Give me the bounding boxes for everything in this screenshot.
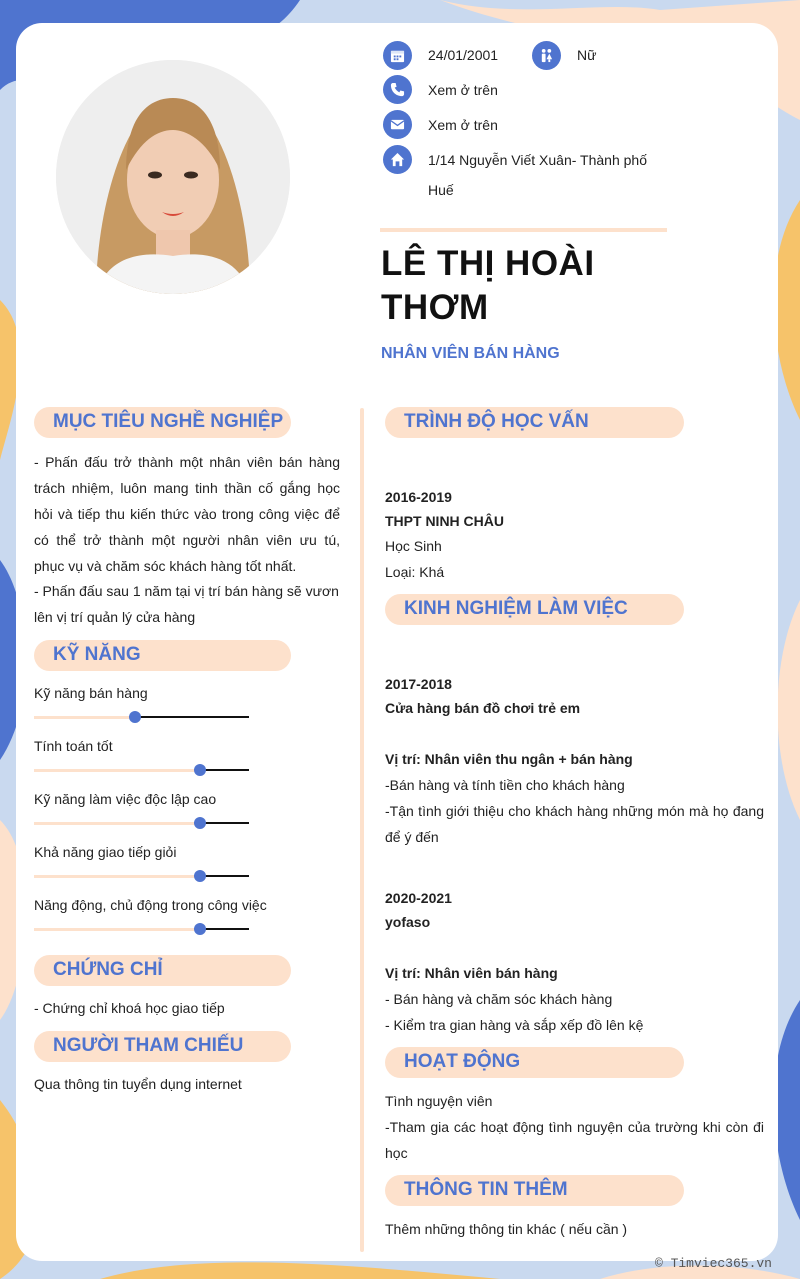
skill-bar-knob (194, 817, 206, 829)
job-company: Cửa hàng bán đồ chơi trẻ em (385, 700, 581, 716)
certificates-heading (34, 955, 291, 986)
profile-photo (56, 60, 290, 294)
skill-bar-knob (194, 764, 206, 776)
skill-bar (34, 762, 249, 778)
activities-text: -Tham gia các hoạt động tình nguyện của trường khi còn đi học (385, 1119, 764, 1161)
skill-label: Kỹ năng bán hàng (34, 685, 148, 701)
job-period: 2020-2021 (385, 890, 452, 906)
references-heading (34, 1031, 291, 1062)
activities-title: Tình nguyện viên (385, 1093, 493, 1109)
skill-label: Khả năng giao tiếp giỏi (34, 844, 177, 860)
skill-bar (34, 921, 249, 937)
skill-bar (34, 815, 249, 831)
objective-text-2: - Phấn đấu sau 1 năm tại vị trí bán hàng sẽ vươn lên vị trí quản lý cửa hàng (34, 583, 339, 625)
date-of-birth: 24/01/2001 (428, 47, 499, 63)
address-line-1: 1/14 Nguyễn Viết Xuân- Thành phố (428, 152, 647, 168)
email-address: Xem ở trên (428, 117, 498, 133)
job-title: NHÂN VIÊN BÁN HÀNG (381, 345, 560, 362)
job-duty: - Bán hàng và chăm sóc khách hàng (385, 991, 613, 1007)
skill-label: Tính toán tốt (34, 738, 113, 754)
extra-info-heading (385, 1175, 684, 1206)
certificates-text: - Chứng chỉ khoá học giao tiếp (34, 1000, 225, 1016)
experience-heading (385, 594, 684, 625)
job-position: Vị trí: Nhân viên bán hàng (385, 965, 558, 981)
skill-bar-fill (34, 928, 200, 931)
skills-heading (34, 640, 291, 671)
section-title: CHỨNG CHỈ (53, 959, 163, 980)
job-duty: -Tận tình giới thiệu cho khách hàng những món mà họ đang để ý đến (385, 803, 764, 845)
name-line-2: THƠM (381, 288, 489, 327)
skill-label: Năng động, chủ động trong công việc (34, 897, 267, 913)
skill-bar (34, 868, 249, 884)
extra-info-text: Thêm những thông tin khác ( nếu cần ) (385, 1221, 628, 1237)
section-title: KỸ NĂNG (53, 644, 141, 665)
job-period: 2017-2018 (385, 676, 452, 692)
calendar-icon (383, 41, 412, 70)
email-icon (383, 110, 412, 139)
skill-label: Kỹ năng làm việc độc lập cao (34, 791, 217, 807)
section-title: NGƯỜI THAM CHIẾU (53, 1035, 244, 1056)
references-text: Qua thông tin tuyển dụng internet (34, 1076, 242, 1092)
objective-heading (34, 407, 291, 438)
job-company: yofaso (385, 914, 431, 930)
header-divider (380, 228, 667, 232)
education-role: Học Sinh (385, 538, 442, 554)
education-period: 2016-2019 (385, 489, 452, 505)
skill-bar-fill (34, 716, 135, 719)
skill-bar-knob (194, 870, 206, 882)
home-icon (383, 145, 412, 174)
gender-icon (532, 41, 561, 70)
objective-text: - Phấn đấu trở thành một nhân viên bán hàng trách nhiệm, luôn mang tinh thần cố gắng học hỏi và tiếp thu kiến thức vào trong công việc để có thể trở thành một người nhân viên ưu tú, phục vụ và chăm sóc khách hàng tốt nhất. (34, 454, 340, 574)
job-duty: - Kiểm tra gian hàng và sắp xếp đồ lên kệ (385, 1017, 644, 1033)
section-title: KINH NGHIỆM LÀM VIỆC (404, 598, 628, 619)
name-line-1: LÊ THỊ HOÀI (381, 244, 595, 283)
section-title: TRÌNH ĐỘ HỌC VẤN (404, 411, 589, 432)
phone-number: Xem ở trên (428, 82, 498, 98)
column-divider (360, 408, 364, 1252)
phone-icon (383, 75, 412, 104)
job-duty: -Bán hàng và tính tiền cho khách hàng (385, 777, 625, 793)
skill-bar-fill (34, 769, 200, 772)
section-title: THÔNG TIN THÊM (404, 1179, 568, 1200)
gender: Nữ (577, 47, 597, 63)
full-name (381, 242, 681, 330)
skill-bar-knob (129, 711, 141, 723)
watermark: © Timviec365.vn (654, 1256, 772, 1271)
skill-bar-knob (194, 923, 206, 935)
skill-bar-fill (34, 822, 200, 825)
activities-heading (385, 1047, 684, 1078)
section-title: MỤC TIÊU NGHỀ NGHIỆP (53, 411, 284, 432)
address-line-2: Huế (428, 182, 454, 198)
education-school: THPT NINH CHÂU (385, 513, 504, 529)
skill-bar (34, 709, 249, 725)
job-position: Vị trí: Nhân viên thu ngân + bán hàng (385, 751, 633, 767)
section-title: HOẠT ĐỘNG (404, 1051, 521, 1072)
education-heading (385, 407, 684, 438)
education-grade: Loại: Khá (385, 564, 445, 580)
skill-bar-fill (34, 875, 200, 878)
